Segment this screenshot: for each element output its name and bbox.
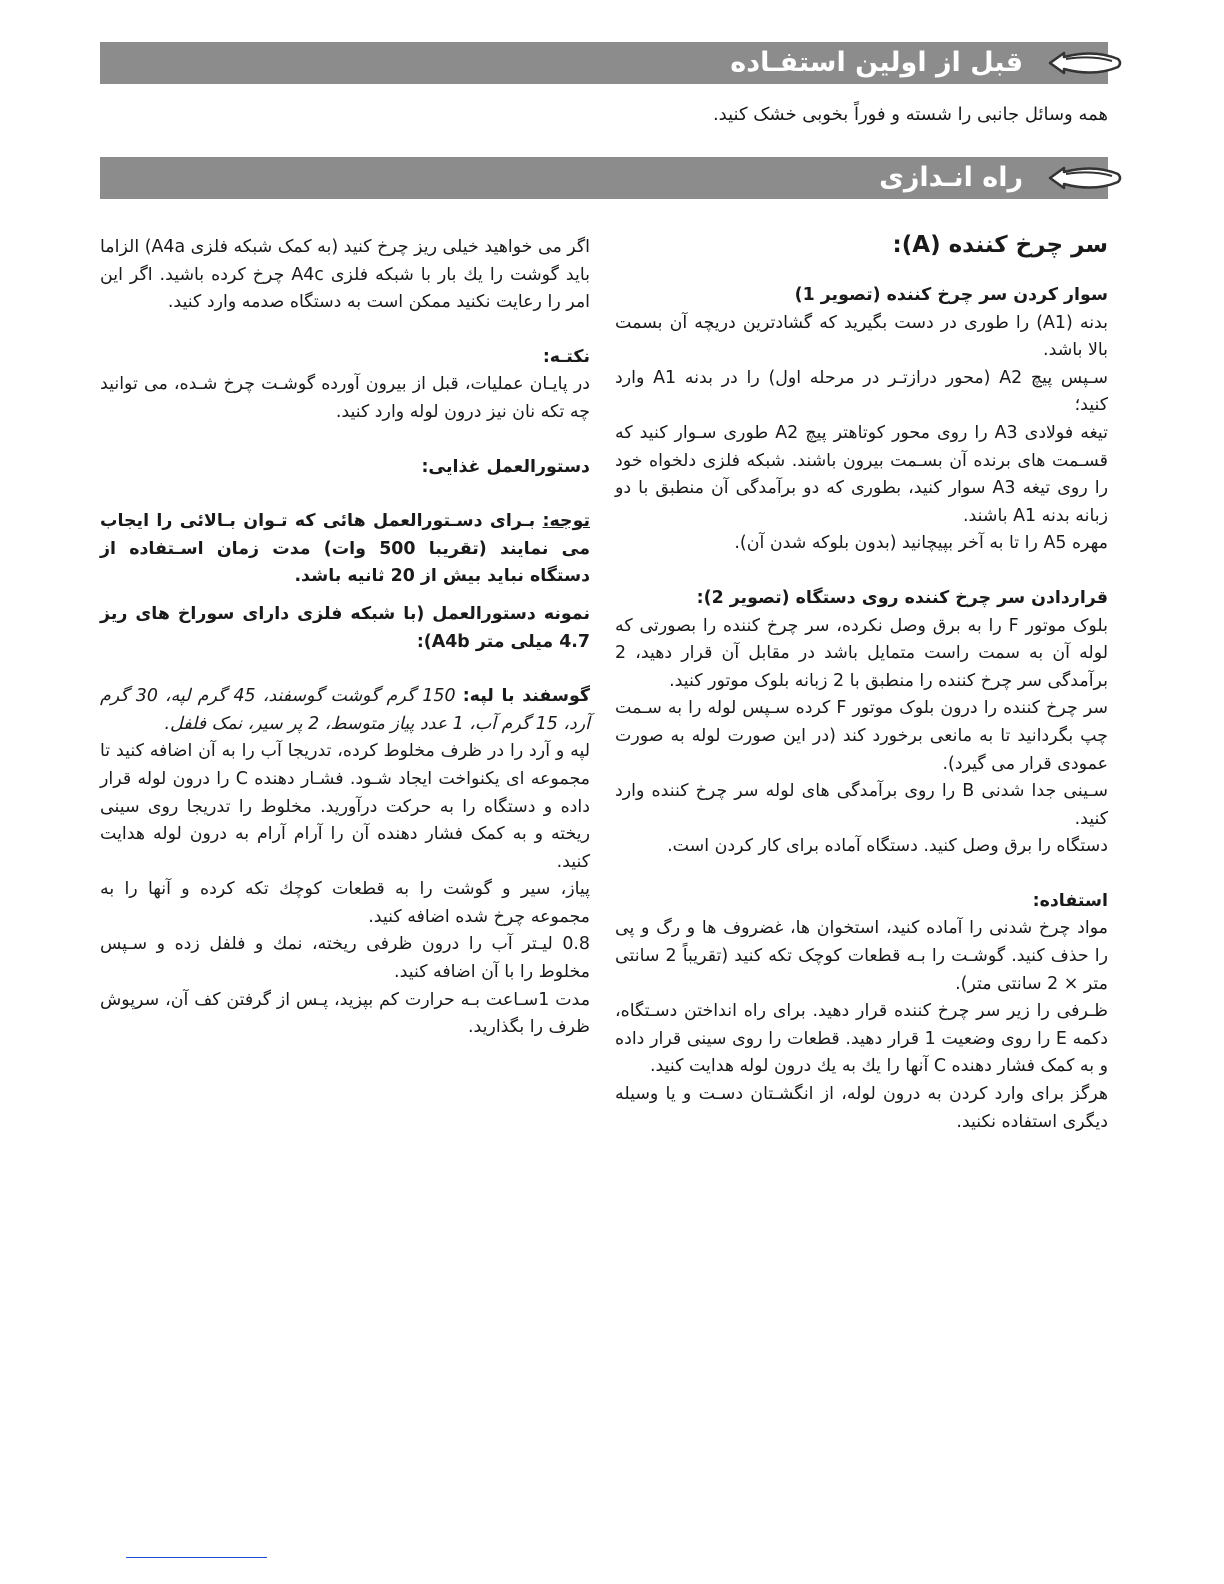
placing-title: قراردادن سر چرخ کننده روی دستگاه (تصویر 2): [696,587,1108,608]
dish-name: گوسفند با لپه: [462,686,590,707]
recipe-step: پیاز، سیر و گوشت را به قطعات کوچك تکه کرده و آنها را به مجموعه چرخ شده اضافه کنید. [100,879,590,927]
use-line: هرگز برای وارد کردن به درون لوله، از انگشـتان دسـت و یا وسیله دیگری استفاده نکنید. [615,1084,1108,1132]
caution-label: توجه: [542,511,590,532]
install-line: سـپس پیچ A2 (محور درازتـر در مرحله اول) را در بدنه A1 وارد کنید؛ [615,367,1108,416]
recipe-step: 0.8 لیـتر آب را درون ظرفی ریخته، نمك و فلفل زده و سـپس مخلوط را با آن اضافه کنید. [100,934,590,983]
section-title: قبل از اولین استفـاده [730,47,1023,78]
note-title: نکتـه: [542,346,590,367]
install-line: بدنه (A1) را طوری در دست بگیرید که گشادترین دریچه آن بسمت بالا باشد. [615,312,1108,361]
intro-text: همه وسائل جانبی را شسته و فوراً بخوبی خشک کنید. [712,104,1108,125]
placing-line: دستگاه را برق وصل کنید. دستگاه آماده برای کار کردن است. [667,836,1108,857]
hand-pointer-icon [1044,160,1124,196]
placing-line: بلوک موتور F را به برق وصل نکرده، سر چرخ کننده را بصورتی که لوله آن به سمت راست متمایل باشد در مقابل آن قرار دهید، 2 برآمدگی سر چرخ کننده را منطبق با 2 زبانه بلوک موتور کنید. [615,615,1108,691]
install-title: سوار کردن سر چرخ کننده (تصویر 1) [794,285,1108,305]
sample-recipe-title: نمونه دستورالعمل (با شبکه فلزی دارای سوراخ های ریز 4.7 میلی متر A4b): [100,603,590,652]
mincer-head-heading: سر چرخ کننده (A): [892,232,1108,258]
caution-paragraph [100,508,590,591]
footer-rule [126,1557,267,1558]
install-line: مهره A5 را تا به آخر بپیچانید (بدون بلوکه شدن آن). [734,533,1108,554]
placing-line: سـینی جدا شدنی B را روی برآمدگی های لوله سر چرخ کننده وارد کنید. [615,781,1108,829]
hand-pointer-icon [1044,45,1124,81]
left-column [100,234,590,1042]
placing-line: سر چرخ کننده را درون بلوک موتور F کرده سـپس لوله را به سـمت چپ بگردانید تا به مانعی برخورد کند (در این صورت لوله به صورت عمودی قرار می گیرد). [615,698,1108,774]
use-title: استفاده: [1032,890,1108,911]
recipe-title: دستورالعمل غذایی: [421,456,590,477]
dish-paragraph [100,683,590,738]
section-title: راه انـدازی [879,162,1023,193]
fine-grinding-paragraph: اگر می خواهید خیلی ریز چرخ کنید (به کمک شبکه فلزی A4a) الزاما باید گوشت را یك بار با شبکه فلزی A4c چرخ کرده باشید. اگر این امر را رعایت نکنید ممکن است به دستگاه صدمه وارد کنید. [100,237,591,313]
recipe-step: مدت 1سـاعت بـه حرارت کم بپزید، پـس از گرفتن کف آن، سرپوش ظرف را بگذارید. [100,989,591,1038]
install-line: تیغه فولادی A3 را روی محور کوتاهتر پیچ A2 طوری سـوار کنید که قسـمت های برنده آن بسـمت بیرون باشند. شبکه فلزی دلخواه خود را روی تیغه A3 سوار کنید، بطوری که دو برآمدگی آن منطبق با دو زبانه بدنه A1 باشند. [615,422,1108,526]
dish-ingredients: 150 گرم گوشت گوسفند، 45 گرم لپه، 30 گرم آرد، 15 گرم آب، 1 عدد پیاز متوسط، 2 پر سیر، نمک فلفل. [100,686,590,734]
recipe-step: لپه و آرد را در ظرف مخلوط کرده، تدریجا آب را به آن اضافه کنید تا مجموعه ای یکنواخت ایجاد شـود. فشـار دهنده C را درون لوله قرار داده و دستگاه را به حرکت درآورید. مخلوط را تدریجا روی سینی ریخته و به کمک فشار دهنده آن را آرام آرام به درون لوله هدایت کنید. [100,741,590,872]
use-line: مواد چرخ شدنی را آماده کنید، استخوان ها، غضروف ها و رگ و پی را حذف کنید. گوشـت را بـه قطعات کوچک تکه کنید (تقریباً 2 سانتی متر × 2 سانتی متر). [615,918,1108,994]
section-header-setup [100,157,1108,199]
note-text: در پایـان عملیات، قبل از بیرون آورده گوشـت چرخ شـده، می توانید چه تکه نان نیز درون لوله وارد کنید. [100,374,590,422]
right-column [615,230,1108,1136]
use-line: ظـرفی را زیر سر چرخ کننده قرار دهید. برای راه انداختن دسـتگاه، دکمه E را روی وضعیت 1 قرار دهید. قطعات را روی سینی قرار داده و به کمک فشار دهنده C آنها را یك به یك درون لوله هدایت کنید. [615,1001,1108,1077]
caution-text: بـرای دسـتورالعمل هائی که تـوان بـالائی را ایجاب می نمایند (تقریبا 500 وات) مدت زمان اسـتفاده از دستگاه نباید بیش از 20 ثانیه باشد. [100,511,590,587]
section-header-before-first-use [100,42,1108,84]
